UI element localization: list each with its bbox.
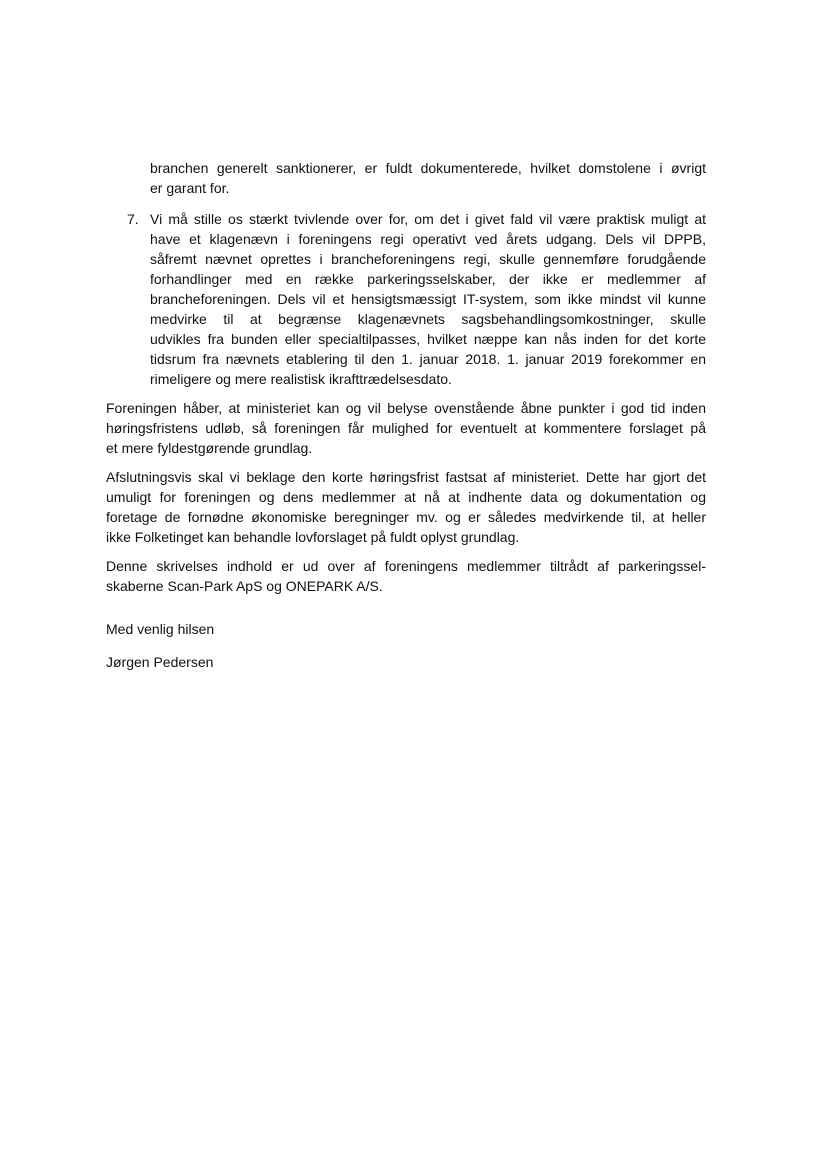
paragraph-hope bbox=[106, 398, 706, 458]
text-line: rimeligere og mere realistisk ikrafttrædelsesdato. bbox=[150, 371, 452, 387]
text-line: høringsfristens udløb, så foreningen får mulighed for eventuelt at kommentere forslaget på bbox=[106, 420, 706, 436]
text-line: udvikles fra bunden eller specialtilpasses, hvilket næppe kan nås inden for det korte bbox=[150, 331, 706, 347]
paragraph-deadline bbox=[106, 467, 706, 547]
closing-salutation bbox=[106, 619, 706, 639]
text-line: branchen generelt sanktionerer, er fuldt dokumenterede, hvilket domstolene i øvrigt bbox=[150, 160, 706, 176]
text-line: Afslutningsvis skal vi beklage den korte høringsfrist fastsat af ministeriet. Dette har gjort det bbox=[106, 469, 706, 485]
text-line: et mere fyldestgørende grundlag. bbox=[106, 440, 313, 456]
signature-text: Jørgen Pedersen bbox=[106, 654, 214, 670]
text-line: såfremt nævnet oprettes i brancheforeningens regi, skulle gennemføre forudgående bbox=[150, 251, 706, 267]
text-line: Vi må stille os stærkt tvivlende over for, om det i givet fald vil være praktisk muligt at bbox=[150, 211, 706, 227]
text-line: er garant for. bbox=[150, 180, 230, 196]
text-line: foretage de fornødne økonomiske beregninger mv. og er således medvirkende til, at heller bbox=[106, 509, 706, 525]
text-line: skaberne Scan-Park ApS og ONEPARK A/S. bbox=[106, 578, 383, 594]
text-line: ikke Folketinget kan behandle lovforslaget på fuldt oplyst grundlag. bbox=[106, 529, 520, 545]
text-line: umuligt for foreningen og dens medlemmer at nå at indhente data og dokumentation og bbox=[106, 489, 706, 505]
closing-text: Med venlig hilsen bbox=[106, 621, 215, 637]
list-item-body bbox=[150, 209, 706, 389]
item-6-continuation bbox=[150, 158, 706, 198]
list-number: 7. bbox=[127, 211, 139, 227]
signature-name bbox=[106, 652, 706, 672]
text-line: tidsrum fra nævnets etablering til den 1. januar 2018. 1. januar 2019 forekommer en bbox=[150, 351, 706, 367]
text-line: Denne skrivelses indhold er ud over af foreningens medlemmer tiltrådt af parkeringssel- bbox=[106, 558, 706, 574]
text-line: Foreningen håber, at ministeriet kan og vil belyse ovenstående åbne punkter i god tid inden bbox=[106, 400, 706, 416]
text-line: forhandlinger med en række parkeringsselskaber, der ikke er medlemmer af bbox=[150, 271, 706, 287]
text-line: medvirke til at begrænse klagenævnets sagsbehandlingsomkostninger, skulle bbox=[150, 311, 706, 327]
text-line: have et klagenævn i foreningens regi operativt ved årets udgang. Dels vil DPPB, bbox=[150, 231, 706, 247]
paragraph-endorsement bbox=[106, 556, 706, 596]
text-line: brancheforeningen. Dels vil et hensigtsmæssigt IT-system, som ikke mindst vil kunne bbox=[150, 291, 706, 307]
